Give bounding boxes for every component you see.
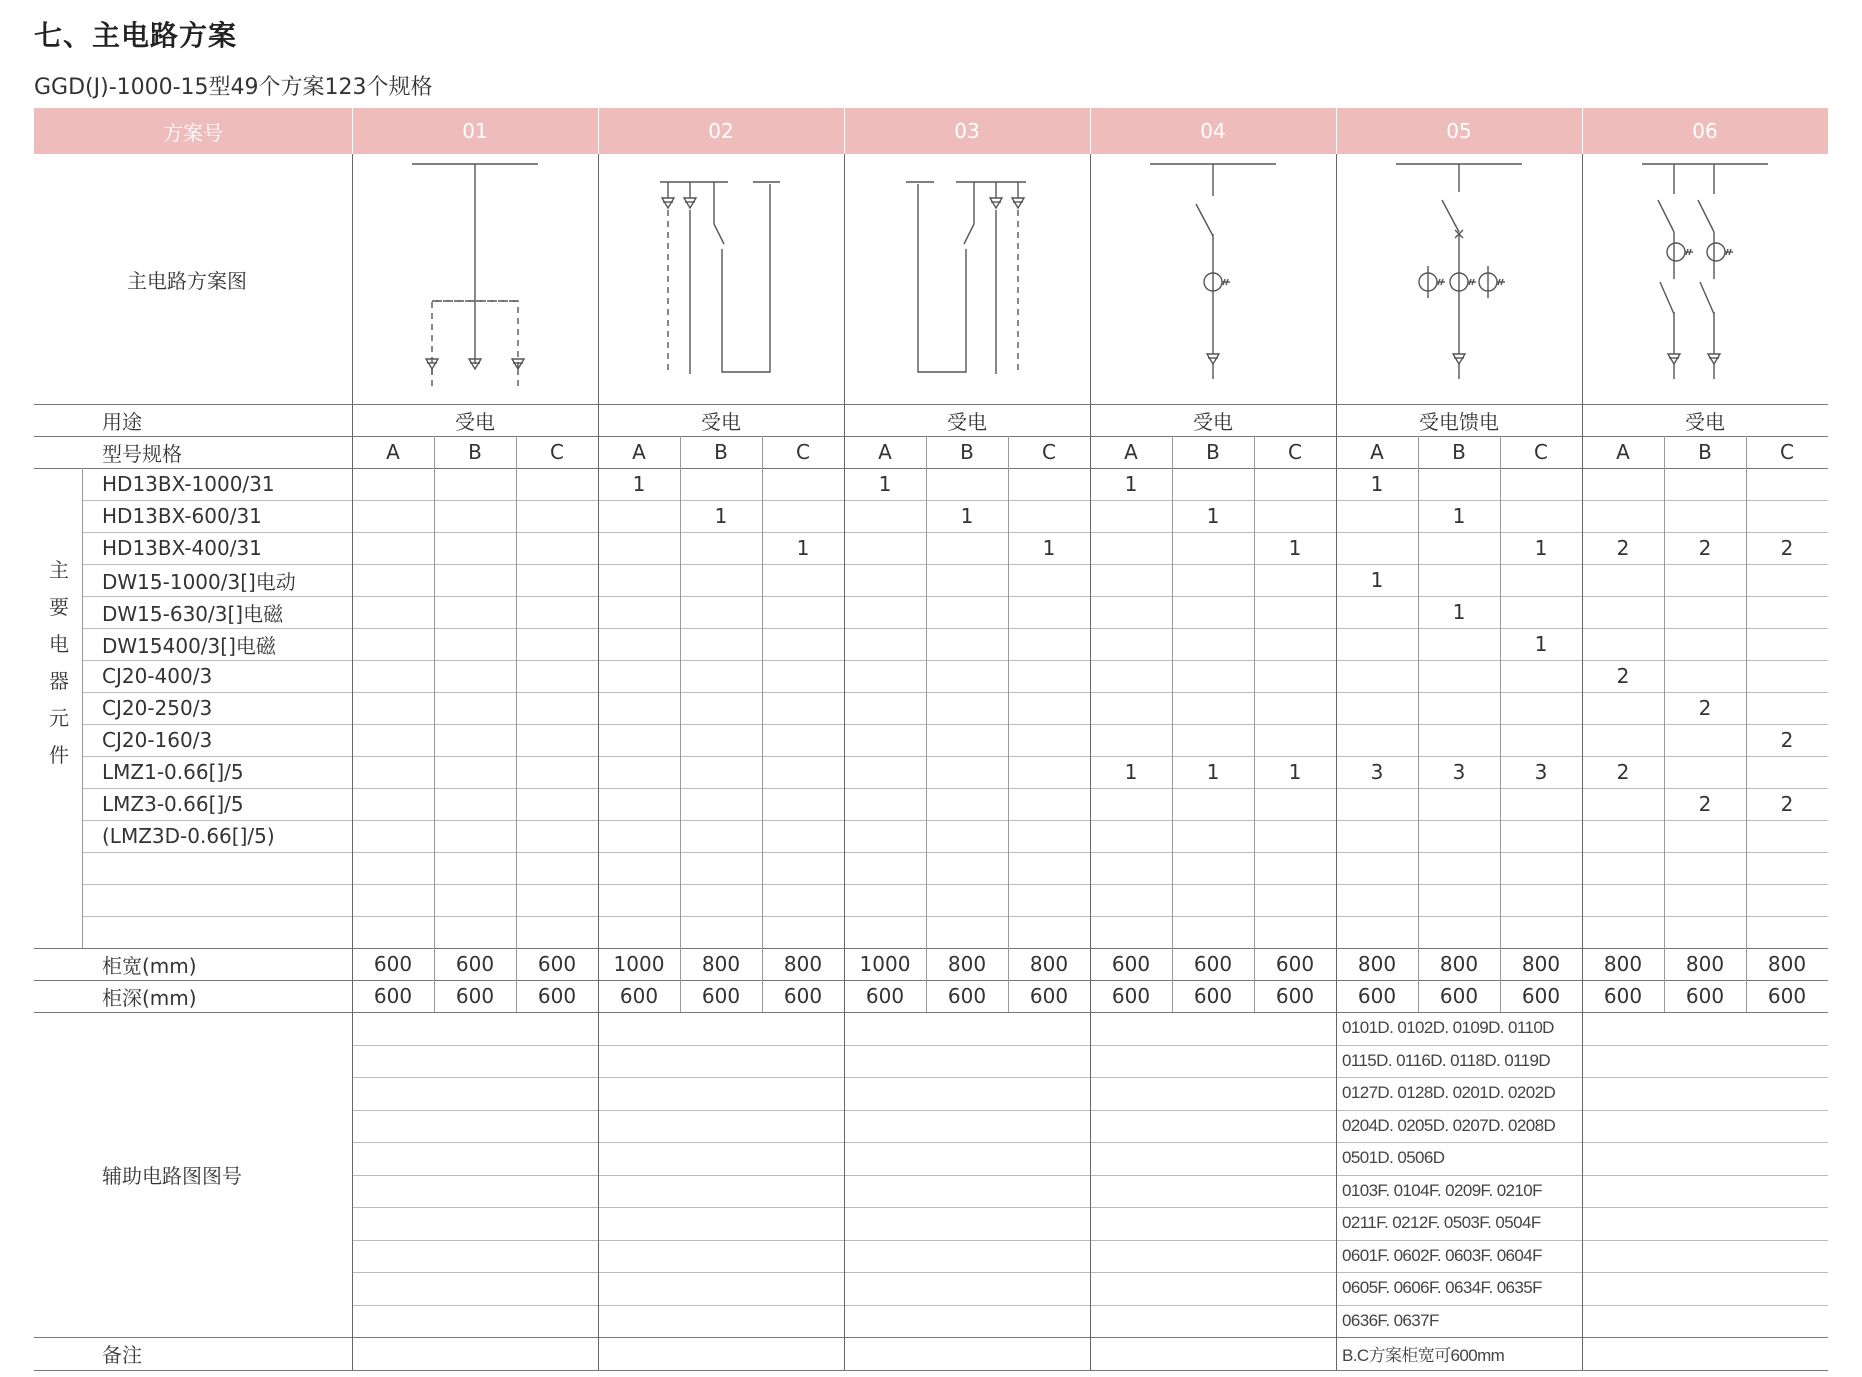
depth-cell: 600	[373, 984, 413, 1008]
header-cell-scheme-05: 05	[1336, 108, 1582, 154]
width-cell: 800	[1439, 952, 1479, 976]
header-divider	[352, 108, 353, 154]
spec-letter-cell: B	[1206, 440, 1220, 464]
table-rule	[82, 916, 1828, 917]
width-cell: 800	[1603, 952, 1643, 976]
aux-figure-numbers: 0101D. 0102D. 0109D. 0110D	[1342, 1018, 1554, 1038]
aux-figure-numbers: 0501D. 0506D	[1342, 1148, 1445, 1168]
component-qty: 2	[1616, 664, 1630, 688]
depth-cell: 600	[1193, 984, 1233, 1008]
width-cell: 800	[1357, 952, 1397, 976]
component-name: HD13BX-1000/31	[102, 472, 275, 496]
table-rule	[34, 948, 1828, 949]
component-qty: 1	[1042, 536, 1056, 560]
usage-row-label: 用途	[102, 409, 142, 434]
component-qty: 2	[1780, 792, 1794, 816]
depth-cell: 600	[783, 984, 823, 1008]
component-qty: 1	[1534, 536, 1548, 560]
table-rule	[82, 564, 1828, 565]
page-title: 七、主电路方案	[34, 19, 238, 52]
depth-cell: 600	[1603, 984, 1643, 1008]
component-qty: 1	[1534, 632, 1548, 656]
table-rule	[34, 1370, 1828, 1371]
spec-letter-cell: A	[1616, 440, 1630, 464]
component-qty: 1	[1124, 472, 1138, 496]
table-rule	[34, 1337, 1828, 1338]
circuit-diagram-01	[352, 154, 598, 404]
width-cell: 1000	[613, 952, 665, 976]
table-divider	[762, 436, 763, 1012]
table-rule	[82, 596, 1828, 597]
depth-cell: 600	[947, 984, 987, 1008]
width-cell: 800	[1767, 952, 1807, 976]
depth-cell: 600	[1275, 984, 1315, 1008]
component-qty: 2	[1616, 536, 1630, 560]
spec-letter-cell: C	[1780, 440, 1794, 464]
header-cell-scheme-06: 06	[1582, 108, 1828, 154]
component-qty: 1	[1452, 504, 1466, 528]
table-rule	[82, 852, 1828, 853]
table-rule	[82, 692, 1828, 693]
component-qty: 1	[1370, 568, 1384, 592]
table-rule	[82, 820, 1828, 821]
table-rule	[34, 436, 1828, 437]
table-rule	[82, 788, 1828, 789]
component-qty: 1	[1288, 760, 1302, 784]
depth-cell: 600	[537, 984, 577, 1008]
width-cell: 1000	[859, 952, 911, 976]
aux-figure-numbers: 0601F. 0602F. 0603F. 0604F	[1342, 1245, 1542, 1265]
spec-letter-cell: C	[1042, 440, 1056, 464]
table-rule	[34, 1012, 1828, 1013]
component-qty: 1	[1452, 600, 1466, 624]
width-cell: 600	[455, 952, 495, 976]
table-rule	[34, 468, 1828, 469]
component-qty: 1	[1288, 536, 1302, 560]
table-divider	[1418, 436, 1419, 1012]
usage-cell: 受电	[701, 409, 741, 434]
component-name: HD13BX-400/31	[102, 536, 262, 560]
width-cell: 800	[947, 952, 987, 976]
header-cell-scheme-01: 01	[352, 108, 598, 154]
table-divider	[1172, 436, 1173, 1012]
depth-cell: 600	[1767, 984, 1807, 1008]
spec-letter-cell: A	[1370, 440, 1384, 464]
width-cell: 600	[1111, 952, 1151, 976]
component-name: CJ20-250/3	[102, 696, 213, 720]
diagram-row-label: 主电路方案图	[127, 268, 247, 293]
spec-letter-cell: B	[960, 440, 974, 464]
width-cell: 800	[1685, 952, 1725, 976]
spec-letter-cell: A	[632, 440, 646, 464]
table-divider	[680, 436, 681, 1012]
component-name: LMZ1-0.66[]/5	[102, 760, 244, 784]
component-name: HD13BX-600/31	[102, 504, 262, 528]
aux-row-label: 辅助电路图图号	[102, 1164, 242, 1188]
aux-figure-numbers: 0103F. 0104F. 0209F. 0210F	[1342, 1180, 1542, 1200]
table-divider	[1008, 436, 1009, 1012]
side-label-main-components: 主 要 电 器 元 件	[49, 558, 69, 767]
depth-cell: 600	[1029, 984, 1069, 1008]
table-divider	[516, 436, 517, 1012]
table-divider	[1664, 436, 1665, 1012]
spec-letter-cell: B	[714, 440, 728, 464]
component-name: CJ20-160/3	[102, 728, 213, 752]
component-qty: 2	[1780, 536, 1794, 560]
header-divider	[844, 108, 845, 154]
usage-cell: 受电	[1193, 409, 1233, 434]
circuit-diagram-06	[1582, 154, 1828, 404]
depth-cell: 600	[1439, 984, 1479, 1008]
width-row-label: 柜宽(mm)	[102, 953, 197, 978]
component-qty: 1	[1206, 760, 1220, 784]
spec-letter-cell: C	[1534, 440, 1548, 464]
table-divider	[1500, 436, 1501, 1012]
component-qty: 1	[796, 536, 810, 560]
depth-cell: 600	[1357, 984, 1397, 1008]
remark-row-label: 备注	[102, 1342, 142, 1367]
depth-cell: 600	[455, 984, 495, 1008]
spec-letter-cell: C	[796, 440, 810, 464]
header-divider	[1090, 108, 1091, 154]
component-qty: 1	[1206, 504, 1220, 528]
table-divider	[926, 436, 927, 1012]
component-name: DW15-630/3[]电磁	[102, 601, 284, 626]
table-divider	[434, 436, 435, 1012]
component-qty: 1	[1124, 760, 1138, 784]
usage-cell: 受电馈电	[1419, 409, 1499, 434]
table-rule	[82, 628, 1828, 629]
header-divider	[1336, 108, 1337, 154]
depth-cell: 600	[701, 984, 741, 1008]
spec-letter-cell: C	[550, 440, 564, 464]
depth-row-label: 柜深(mm)	[102, 985, 197, 1010]
header-divider	[598, 108, 599, 154]
table-rule	[82, 756, 1828, 757]
component-qty: 2	[1698, 792, 1712, 816]
component-qty: 3	[1452, 760, 1466, 784]
table-divider	[1254, 436, 1255, 1012]
depth-cell: 600	[1111, 984, 1151, 1008]
spec-letter-cell: B	[468, 440, 482, 464]
circuit-diagram-03	[844, 154, 1090, 404]
width-cell: 800	[783, 952, 823, 976]
width-cell: 600	[537, 952, 577, 976]
table-rule	[82, 884, 1828, 885]
spec-letter-cell: C	[1288, 440, 1302, 464]
header-cell-scheme-02: 02	[598, 108, 844, 154]
table-divider	[1746, 436, 1747, 1012]
aux-figure-numbers: 0636F. 0637F	[1342, 1310, 1439, 1330]
component-qty: 2	[1616, 760, 1630, 784]
component-qty: 1	[714, 504, 728, 528]
aux-figure-numbers: 0605F. 0606F. 0634F. 0635F	[1342, 1278, 1542, 1298]
depth-cell: 600	[619, 984, 659, 1008]
component-name: (LMZ3D-0.66[]/5)	[102, 824, 275, 848]
spec-letter-cell: B	[1698, 440, 1712, 464]
header-cell-scheme-04: 04	[1090, 108, 1336, 154]
table-rule	[34, 404, 1828, 405]
component-qty: 2	[1698, 536, 1712, 560]
depth-cell: 600	[865, 984, 905, 1008]
spec-row-label: 型号规格	[102, 441, 182, 466]
component-qty: 2	[1698, 696, 1712, 720]
spec-letter-cell: A	[1124, 440, 1138, 464]
component-qty: 3	[1370, 760, 1384, 784]
width-cell: 600	[1275, 952, 1315, 976]
width-cell: 600	[373, 952, 413, 976]
table-rule	[82, 500, 1828, 501]
component-name: CJ20-400/3	[102, 664, 213, 688]
aux-figure-numbers: 0204D. 0205D. 0207D. 0208D	[1342, 1115, 1556, 1135]
depth-cell: 600	[1685, 984, 1725, 1008]
usage-cell: 受电	[1685, 409, 1725, 434]
table-rule	[34, 980, 1828, 981]
component-name: DW15400/3[]电磁	[102, 633, 276, 658]
table-rule	[82, 724, 1828, 725]
table-divider	[82, 468, 83, 948]
header-divider	[1582, 108, 1583, 154]
page-subtitle: GGD(J)-1000-15型49个方案123个规格	[34, 75, 433, 100]
width-cell: 600	[1193, 952, 1233, 976]
width-cell: 800	[1521, 952, 1561, 976]
aux-figure-numbers: 0115D. 0116D. 0118D. 0119D	[1342, 1050, 1551, 1070]
depth-cell: 600	[1521, 984, 1561, 1008]
spec-letter-cell: A	[878, 440, 892, 464]
table-rule	[82, 532, 1828, 533]
remark-note: B.C方案柜宽可600mm	[1342, 1345, 1505, 1365]
component-qty: 1	[960, 504, 974, 528]
width-cell: 800	[1029, 952, 1069, 976]
component-qty: 1	[878, 472, 892, 496]
usage-cell: 受电	[455, 409, 495, 434]
component-name: DW15-1000/3[]电动	[102, 569, 296, 594]
width-cell: 800	[701, 952, 741, 976]
header-cell-scheme-label: 方案号	[34, 108, 352, 154]
circuit-diagram-02	[598, 154, 844, 404]
circuit-diagram-05	[1336, 154, 1582, 404]
component-qty: 2	[1780, 728, 1794, 752]
aux-figure-numbers: 0211F. 0212F. 0503F. 0504F	[1342, 1213, 1541, 1233]
main-circuit-table	[34, 108, 1828, 1367]
component-qty: 1	[632, 472, 646, 496]
aux-figure-numbers: 0127D. 0128D. 0201D. 0202D	[1342, 1083, 1556, 1103]
header-cell-scheme-03: 03	[844, 108, 1090, 154]
usage-cell: 受电	[947, 409, 987, 434]
component-qty: 1	[1370, 472, 1384, 496]
table-rule	[82, 660, 1828, 661]
component-qty: 3	[1534, 760, 1548, 784]
spec-letter-cell: A	[386, 440, 400, 464]
spec-letter-cell: B	[1452, 440, 1466, 464]
circuit-diagram-04	[1090, 154, 1336, 404]
component-name: LMZ3-0.66[]/5	[102, 792, 244, 816]
